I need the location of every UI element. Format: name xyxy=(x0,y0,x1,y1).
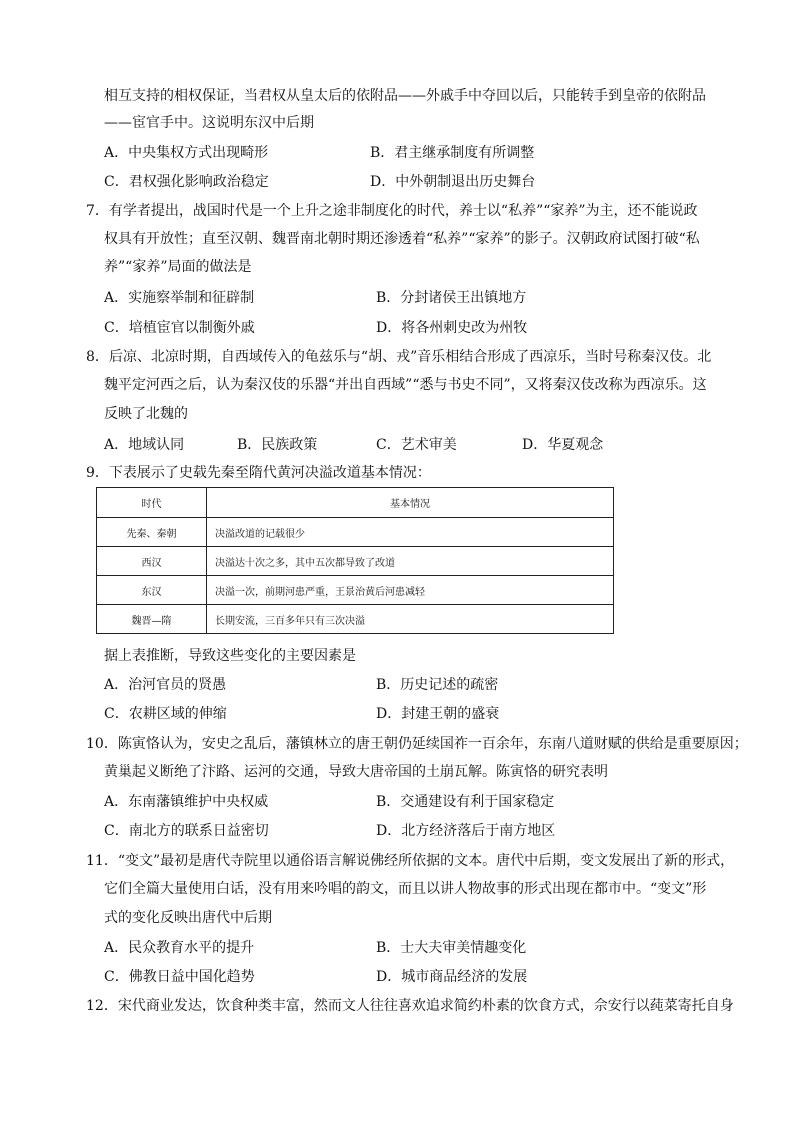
q8-text-line-3: 反映了北魏的 xyxy=(104,406,188,422)
table-cell-situation: 决溢达十次之多，其中五次都导致了改道 xyxy=(207,547,614,576)
q9-option-d: D．封建王朝的盛衰 xyxy=(376,706,500,722)
table-cell-situation: 决溢改道的记载很少 xyxy=(207,518,614,547)
q11-option-a: A．民众教育水平的提升 xyxy=(104,940,255,956)
q6-text-line-2: ——宦官手中。这说明东汉中后期 xyxy=(104,115,314,131)
q8-option-d: D．华夏观念 xyxy=(522,437,604,453)
q12-text-line-1: 12．宋代商业发达，饮食种类丰富，然而文人往往喜欢追求简约朴素的饮食方式，佘安行以莼菜寄托自身 xyxy=(86,998,734,1014)
q9-text-line-1: 9．下表展示了史载先秦至隋代黄河决溢改道基本情况： xyxy=(86,465,431,481)
q11-text-line-2: 它们全篇大量使用白话，没有用来吟唱的韵文，而且以讲人物故事的形式出现在都市中。“变文”形 xyxy=(104,881,707,897)
table-cell-era: 东汉 xyxy=(97,576,207,605)
table-row xyxy=(97,576,614,605)
q11-text-line-1: 11．“变文”最初是唐代寺院里以通俗语言解说佛经所依据的文本。唐代中后期，变文发展出了新的形式， xyxy=(86,853,735,869)
table-header-era: 时代 xyxy=(97,488,207,518)
q9-option-c: C．农耕区域的伸缩 xyxy=(104,706,227,722)
table-cell-era: 魏晋—隋 xyxy=(97,605,207,634)
q7-option-d: D．将各州刺史改为州牧 xyxy=(376,320,528,336)
q10-text-line-1: 10．陈寅恪认为，安史之乱后，藩镇林立的唐王朝仍延续国祚一百余年，东南八道财赋的供给是重要原因； xyxy=(86,736,748,752)
table-header-situation: 基本情况 xyxy=(207,488,614,518)
q9-option-a: A．治河官员的贤愚 xyxy=(104,677,227,693)
history-table xyxy=(96,487,614,634)
q8-option-c: C．艺术审美 xyxy=(376,437,457,453)
q6-option-a: A．中央集权方式出现畸形 xyxy=(104,145,269,161)
q10-option-c: C．南北方的联系日益密切 xyxy=(104,823,269,839)
q6-option-c: C．君权强化影响政治稳定 xyxy=(104,174,269,190)
q10-option-a: A．东南藩镇维护中央权威 xyxy=(104,794,269,810)
q6-option-d: D．中外朝制退出历史舞台 xyxy=(370,174,536,190)
q8-text-line-2: 魏平定河西之后，认为秦汉伎的乐器“并出自西域”“悉与书史不同”，又将秦汉伎改称为西凉乐。这 xyxy=(104,377,707,393)
q8-option-a: A．地域认同 xyxy=(104,437,185,453)
q7-text-line-2: 权具有开放性；直至汉朝、魏晋南北朝时期还渗透着“私养”“家养”的影子。汉朝政府试图打破“私 xyxy=(104,231,700,247)
q11-option-d: D．城市商品经济的发展 xyxy=(376,969,528,985)
table-cell-situation: 长期安流，三百多年只有三次决溢 xyxy=(207,605,614,634)
table-row xyxy=(97,605,614,634)
q9-option-b: B．历史记述的疏密 xyxy=(376,677,499,693)
q10-option-d: D．北方经济落后于南方地区 xyxy=(376,823,556,839)
q10-text-line-2: 黄巢起义断绝了汴路、运河的交通，导致大唐帝国的土崩瓦解。陈寅恪的研究表明 xyxy=(104,764,608,780)
q8-text-line-1: 8．后凉、北凉时期，自西域传入的龟兹乐与“胡、戎”音乐相结合形成了西凉乐，当时号称秦汉伎。北 xyxy=(86,349,712,365)
q6-option-b: B．君主继承制度有所调整 xyxy=(370,145,535,161)
table-header-row xyxy=(97,488,614,518)
q7-text-line-1: 7．有学者提出，战国时代是一个上升之途非制度化的时代，养士以“私养”“家养”为主，还不能说政 xyxy=(86,203,698,219)
q11-text-line-3: 式的变化反映出唐代中后期 xyxy=(104,910,272,926)
table-cell-era: 先秦、秦朝 xyxy=(97,518,207,547)
q6-text-line-1: 相互支持的相权保证，当君权从皇太后的依附品——外戚手中夺回以后，只能转手到皇帝的依附品 xyxy=(104,88,706,104)
q7-option-a: A．实施察举制和征辟制 xyxy=(104,290,255,306)
table-cell-situation: 决溢一次，前期河患严重，王景治黄后河患减轻 xyxy=(207,576,614,605)
q11-option-c: C．佛教日益中国化趋势 xyxy=(104,969,255,985)
q7-option-c: C．培植宦官以制衡外戚 xyxy=(104,320,255,336)
q8-option-b: B．民族政策 xyxy=(237,437,318,453)
q7-text-line-3: 养”“家养”局面的做法是 xyxy=(104,259,252,275)
q11-option-b: B．士大夫审美情趣变化 xyxy=(376,940,527,956)
q7-option-b: B．分封诸侯王出镇地方 xyxy=(376,290,527,306)
table-row xyxy=(97,547,614,576)
q9-question-stem: 据上表推断，导致这些变化的主要因素是 xyxy=(104,648,356,664)
table-row xyxy=(97,518,614,547)
table-cell-era: 西汉 xyxy=(97,547,207,576)
q10-option-b: B．交通建设有利于国家稳定 xyxy=(376,794,555,810)
